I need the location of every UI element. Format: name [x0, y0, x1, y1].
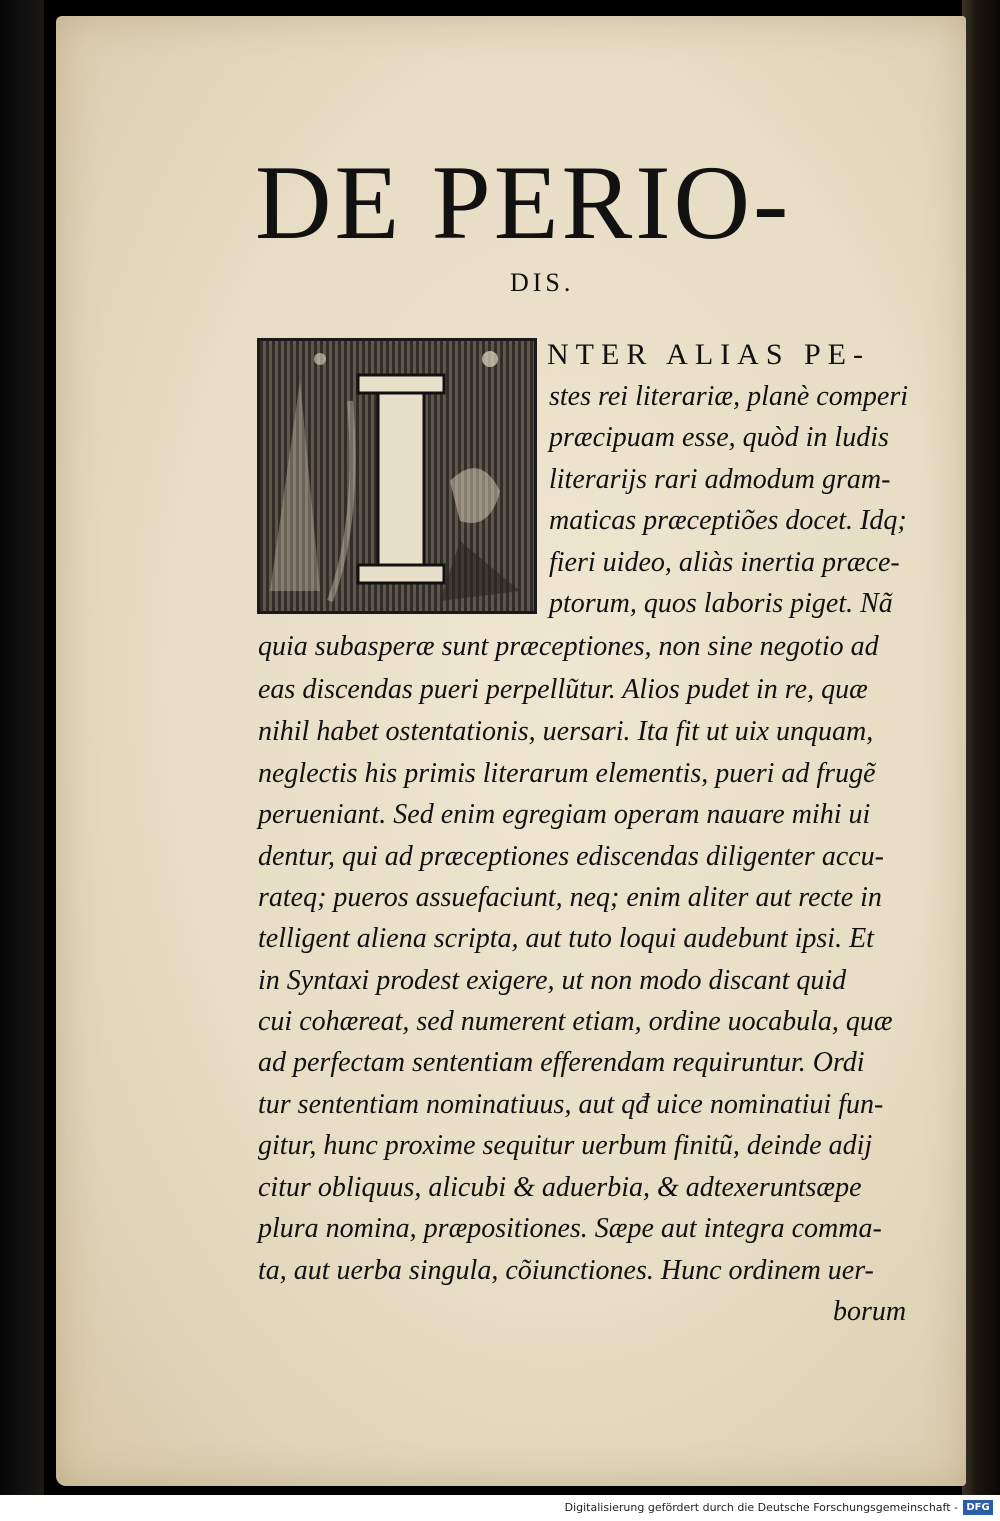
text-line: citur obliquus, alicubi & aduerbia, & adtexeruntsæpe	[258, 1172, 862, 1203]
text-line: eas discendas pueri perpellũtur. Alios pudet in re, quæ	[258, 674, 868, 705]
text-line: rateq; pueros assuefaciunt, neq; enim aliter aut recte in	[258, 882, 882, 913]
text-line: tur sententiam nominatiuus, aut qđ uice nominatiui fun-	[258, 1089, 884, 1120]
text-line: gitur, hunc proxime sequitur uerbum finitũ, deinde adij	[258, 1130, 873, 1161]
text-line: stes rei literariæ, planè comperi	[549, 381, 909, 412]
text-line: telligent aliena scripta, aut tuto loqui audebunt ipsi. Et	[258, 923, 874, 954]
dfg-logo: DFG	[963, 1500, 993, 1515]
page-subtitle: DIS.	[510, 268, 575, 297]
text-line: fieri uideo, aliàs inertia præce-	[549, 547, 900, 578]
text-line: ad perfectam sententiam efferendam requiruntur. Ordi	[258, 1047, 865, 1078]
text-line: literarijs rari admodum gram-	[549, 464, 891, 495]
decorated-initial-woodcut	[257, 338, 537, 614]
text-line: quia subasperæ sunt præceptiones, non sine negotio ad	[258, 631, 879, 662]
funding-notice: Digitalisierung gefördert durch die Deutsche Forschungsgemeinschaft -	[564, 1501, 958, 1514]
text-line: nihil habet ostentationis, uersari. Ita fit ut uix unquam,	[258, 716, 874, 747]
book-binding	[0, 0, 44, 1495]
text-line: perueniant. Sed enim egregiam operam nauare mihi ui	[258, 799, 871, 830]
text-line: neglectis his primis literarum elementis, pueri ad frugẽ	[258, 758, 876, 789]
text-line: dentur, qui ad præceptiones ediscendas diligenter accu-	[258, 841, 884, 872]
page-edge	[962, 0, 1000, 1495]
text-line: præcipuam esse, quòd in ludis	[549, 422, 889, 453]
page-title: DE PERIO-	[255, 144, 792, 261]
first-line: NTER ALIAS PE-	[547, 338, 870, 371]
text-line: ptorum, quos laboris piget. Nã	[549, 588, 893, 619]
text-line: in Syntaxi prodest exigere, ut non modo discant quid	[258, 965, 847, 996]
text-line: ta, aut uerba singula, cõiunctiones. Hunc ordinem uer-	[258, 1255, 874, 1286]
text-line: plura nomina, præpositiones. Sæpe aut integra comma-	[258, 1213, 882, 1244]
text-line: maticas præceptiões docet. Idq;	[549, 505, 907, 536]
text-line: cui cohæreat, sed numerent etiam, ordine uocabula, quæ	[258, 1006, 893, 1037]
text-line: borum	[833, 1296, 907, 1327]
initial-woodcut-illustration	[260, 341, 534, 611]
